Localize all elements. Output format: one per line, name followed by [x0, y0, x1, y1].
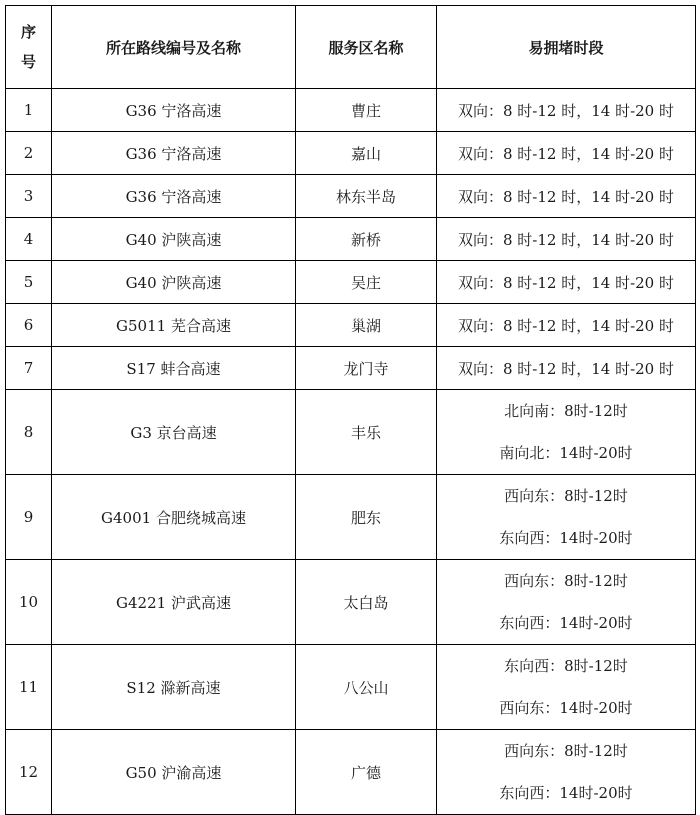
row-service-area: 巢湖: [296, 304, 437, 347]
row-period-line: 东向西：14时-20时: [499, 529, 633, 547]
table-row: [6, 218, 696, 261]
row-period: [437, 475, 696, 560]
row-service-area: 丰乐: [296, 390, 437, 475]
row-period-line: 东向西：8时-12时: [504, 657, 628, 675]
row-service-area: 嘉山: [296, 132, 437, 175]
row-service-area: 林东半岛: [296, 175, 437, 218]
row-route: S12 滁新高速: [52, 645, 296, 730]
row-period: [437, 390, 696, 475]
row-period: 双向：8 时-12 时，14 时-20 时: [437, 175, 696, 218]
row-seq: 2: [6, 132, 52, 175]
row-period: 双向：8 时-12 时，14 时-20 时: [437, 218, 696, 261]
table-row: [6, 560, 696, 645]
row-service-area: 肥东: [296, 475, 437, 560]
table-row: [6, 175, 696, 218]
table-row: [6, 645, 696, 730]
header-row: [6, 6, 696, 89]
row-route: G50 沪渝高速: [52, 730, 296, 815]
header-seq-line2: 号: [20, 53, 36, 71]
row-seq: 8: [6, 390, 52, 475]
row-route: G40 沪陕高速: [52, 261, 296, 304]
row-seq: 7: [6, 347, 52, 390]
row-period-line: 西向东：14时-20时: [499, 699, 633, 717]
row-seq: 5: [6, 261, 52, 304]
table-row: [6, 347, 696, 390]
row-period-line: 北向南：8时-12时: [504, 402, 628, 420]
row-period-line: 西向东：8时-12时: [504, 487, 628, 505]
row-period: 双向：8 时-12 时，14 时-20 时: [437, 89, 696, 132]
row-period: [437, 645, 696, 730]
row-seq: 11: [6, 645, 52, 730]
row-service-area: 吴庄: [296, 261, 437, 304]
row-period: [437, 730, 696, 815]
row-seq: 4: [6, 218, 52, 261]
row-period: 双向：8 时-12 时，14 时-20 时: [437, 261, 696, 304]
row-route: G4001 合肥绕城高速: [52, 475, 296, 560]
table-row: [6, 132, 696, 175]
table-row: [6, 89, 696, 132]
row-service-area: 新桥: [296, 218, 437, 261]
row-service-area: 太白岛: [296, 560, 437, 645]
row-period: 双向：8 时-12 时，14 时-20 时: [437, 304, 696, 347]
row-seq: 1: [6, 89, 52, 132]
row-seq: 9: [6, 475, 52, 560]
congestion-table: [5, 5, 696, 815]
row-service-area: 曹庄: [296, 89, 437, 132]
row-period-line: 东向西：14时-20时: [499, 614, 633, 632]
table-body: [6, 89, 696, 815]
row-route: G36 宁洛高速: [52, 175, 296, 218]
row-period-line: 南向北：14时-20时: [499, 444, 633, 462]
row-period: 双向：8 时-12 时，14 时-20 时: [437, 132, 696, 175]
row-route: S17 蚌合高速: [52, 347, 296, 390]
row-route: G36 宁洛高速: [52, 132, 296, 175]
row-period-line: 西向东：8时-12时: [504, 572, 628, 590]
row-seq: 10: [6, 560, 52, 645]
header-route: 所在路线编号及名称: [52, 6, 296, 89]
header-service-area: 服务区名称: [296, 6, 437, 89]
row-period-line: 西向东：8时-12时: [504, 742, 628, 760]
row-route: G4221 沪武高速: [52, 560, 296, 645]
table-row: [6, 261, 696, 304]
row-route: G40 沪陕高速: [52, 218, 296, 261]
row-period: 双向：8 时-12 时，14 时-20 时: [437, 347, 696, 390]
header-seq: [6, 6, 52, 89]
row-route: G5011 芜合高速: [52, 304, 296, 347]
table-row: [6, 475, 696, 560]
row-period: [437, 560, 696, 645]
table-row: [6, 390, 696, 475]
row-seq: 6: [6, 304, 52, 347]
row-seq: 12: [6, 730, 52, 815]
header-period: 易拥堵时段: [437, 6, 696, 89]
row-route: G3 京台高速: [52, 390, 296, 475]
header-seq-line1: 序: [20, 23, 36, 41]
row-service-area: 龙门寺: [296, 347, 437, 390]
row-seq: 3: [6, 175, 52, 218]
row-period-line: 东向西：14时-20时: [499, 784, 633, 802]
table-row: [6, 304, 696, 347]
row-service-area: 广德: [296, 730, 437, 815]
row-route: G36 宁洛高速: [52, 89, 296, 132]
table-row: [6, 730, 696, 815]
row-service-area: 八公山: [296, 645, 437, 730]
